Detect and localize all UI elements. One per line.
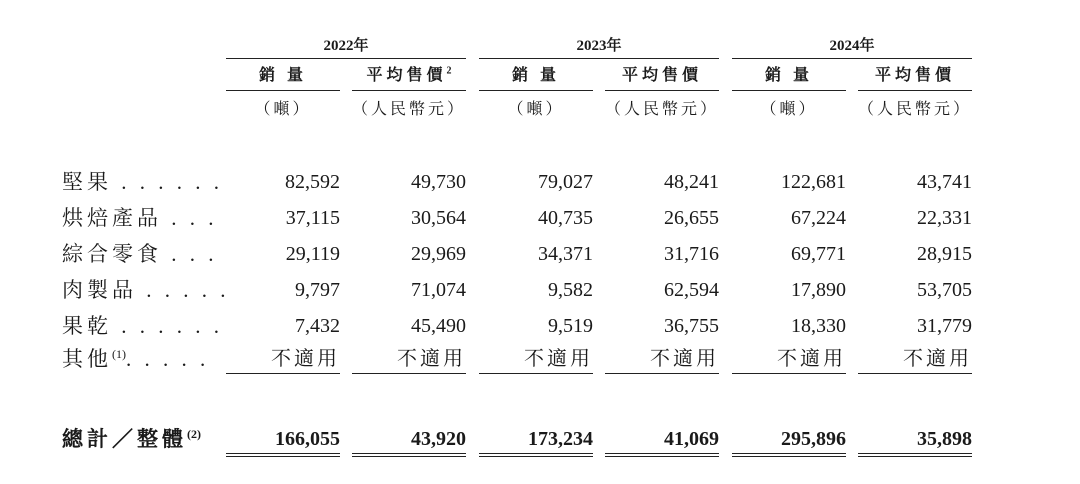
year-header-2024: 2024年 <box>732 36 972 59</box>
table-cell: 29,969 <box>411 243 466 265</box>
table-cell: 37,115 <box>285 207 340 229</box>
total-cell: 173,234 <box>479 425 593 457</box>
year-header-2022: 2022年 <box>226 36 466 59</box>
row-label-dried-fruit: 果乾 . . . . . . <box>62 314 223 338</box>
table-cell: 不適用 <box>732 345 846 374</box>
col-header-volume-2022: 銷 量 <box>226 64 340 91</box>
table-cell: 82,592 <box>285 171 340 193</box>
table-cell: 不適用 <box>226 345 340 374</box>
table-cell: 不適用 <box>605 345 719 374</box>
total-cell: 35,898 <box>858 425 972 457</box>
table-cell: 9,519 <box>548 315 593 337</box>
table-cell: 69,771 <box>791 243 846 265</box>
year-header-2023: 2023年 <box>479 36 719 59</box>
table-cell: 67,224 <box>791 207 846 229</box>
table-cell: 71,074 <box>411 279 466 301</box>
table-cell: 36,755 <box>664 315 719 337</box>
unit-volume-2023: （噸） <box>507 101 565 118</box>
table-cell: 31,716 <box>664 243 719 265</box>
table-cell: 45,490 <box>411 315 466 337</box>
row-label-nuts: 堅果 . . . . . . <box>62 170 223 194</box>
table-cell: 不適用 <box>479 345 593 374</box>
total-cell: 41,069 <box>605 425 719 457</box>
table-cell: 22,331 <box>917 207 972 229</box>
table-cell: 不適用 <box>352 345 466 374</box>
col-header-volume-2024: 銷 量 <box>732 64 846 91</box>
col-header-price-label: 平均售價 <box>366 67 447 84</box>
table-cell: 28,915 <box>917 243 972 265</box>
table-cell: 31,779 <box>917 315 972 337</box>
total-cell: 43,920 <box>352 425 466 457</box>
col-header-price-2022 <box>352 64 466 91</box>
total-cell: 295,896 <box>732 425 846 457</box>
unit-price-2023: （人民幣元） <box>605 101 720 118</box>
table-cell: 18,330 <box>791 315 846 337</box>
table-cell: 34,371 <box>538 243 593 265</box>
row-label-meat: 肉製品 . . . . . <box>62 278 230 302</box>
unit-price-2022: （人民幣元） <box>352 101 467 118</box>
footnote-marker: 2 <box>446 65 452 77</box>
row-label-others <box>62 345 227 373</box>
table-cell: 40,735 <box>538 207 593 229</box>
table-cell: 30,564 <box>411 207 466 229</box>
table-cell: 48,241 <box>664 171 719 193</box>
footnote-marker: (2) <box>187 427 201 441</box>
table-cell: 79,027 <box>538 171 593 193</box>
table-cell: 不適用 <box>858 345 972 374</box>
footnote-marker: (1) <box>112 347 126 361</box>
table-cell: 49,730 <box>411 171 466 193</box>
col-header-price-2024: 平均售價 <box>858 64 972 91</box>
table-cell: 9,582 <box>548 279 593 301</box>
col-header-price-2023: 平均售價 <box>605 64 719 91</box>
leader-dots: . . . . . <box>126 347 210 371</box>
table-cell: 122,681 <box>781 171 846 193</box>
row-label-snacks: 綜合零食 . . . <box>62 242 218 266</box>
row-label-total <box>62 425 227 453</box>
table-cell: 9,797 <box>295 279 340 301</box>
table-cell: 53,705 <box>917 279 972 301</box>
unit-volume-2022: （噸） <box>254 101 312 118</box>
unit-volume-2024: （噸） <box>760 101 818 118</box>
col-header-volume-2023: 銷 量 <box>479 64 593 91</box>
row-label-total-text: 總計／整體 <box>62 427 187 451</box>
row-label-others-text: 其他 <box>62 347 112 371</box>
unit-price-2024: （人民幣元） <box>858 101 973 118</box>
table-cell: 17,890 <box>791 279 846 301</box>
table-cell: 29,119 <box>285 243 340 265</box>
total-cell: 166,055 <box>226 425 340 457</box>
row-label-bakery: 烘焙產品 . . . <box>62 206 218 230</box>
table-cell: 7,432 <box>295 315 340 337</box>
table-cell: 43,741 <box>917 171 972 193</box>
table-cell: 62,594 <box>664 279 719 301</box>
table-cell: 26,655 <box>664 207 719 229</box>
